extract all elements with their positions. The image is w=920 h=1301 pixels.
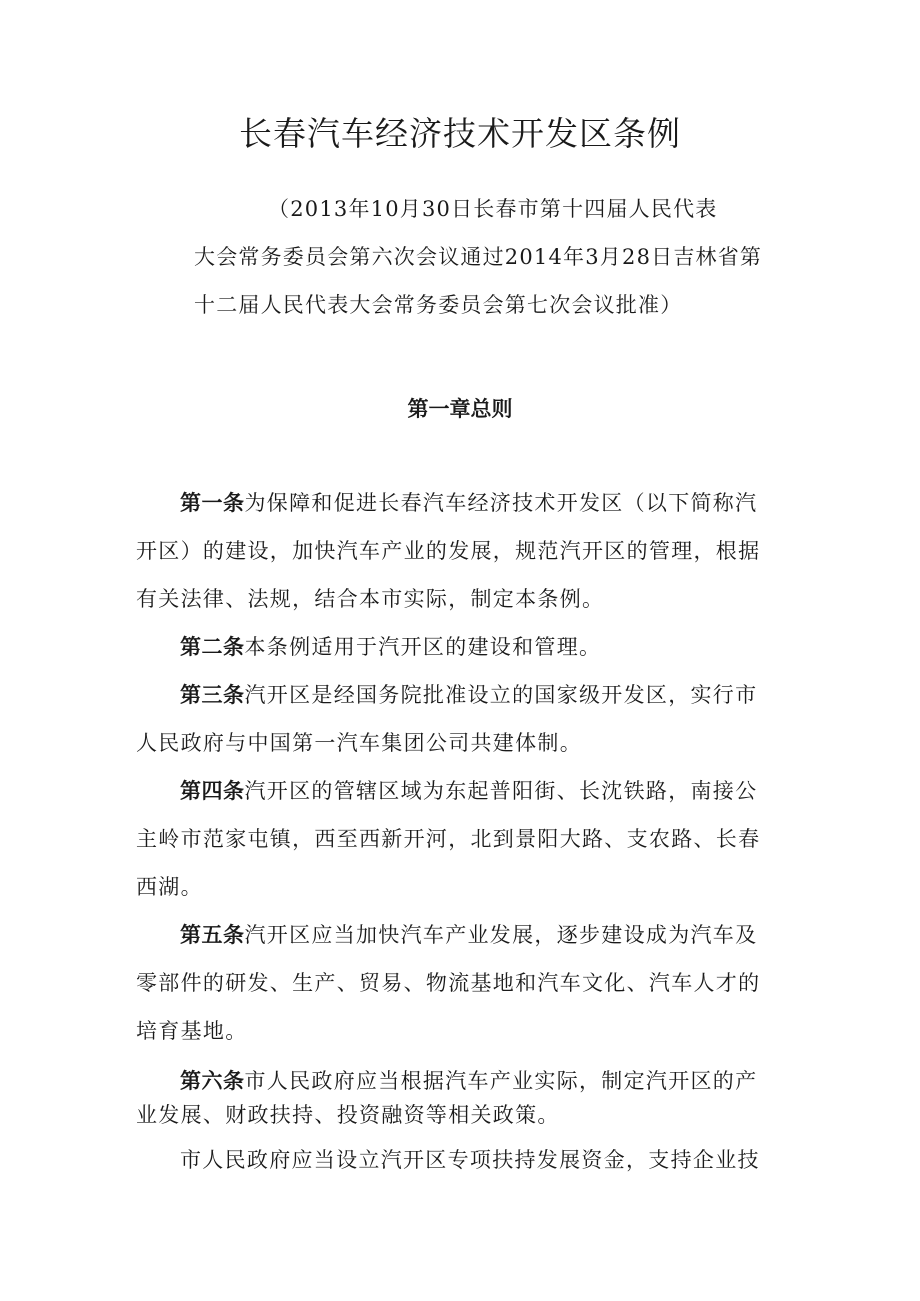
article-text: 汽开区的管辖区域为东起普阳街、长沈铁路，南接公 [244, 779, 758, 803]
article-6-line-2: 业发展、财政扶持、投资融资等相关政策。 [136, 1103, 560, 1127]
article-1-line-1 [180, 488, 835, 518]
continuation-paragraph-line-1: 市人民政府应当设立汽开区专项扶持发展资金，支持企业技 [180, 1148, 760, 1172]
article-text: 汽开区是经国务院批准设立的国家级开发区，实行市 [244, 683, 758, 707]
article-label: 第四条 [180, 779, 245, 803]
chapter-heading: 第一章总则 [407, 397, 513, 421]
article-1-line-3: 有关法律、法规，结合本市实际，制定本条例。 [136, 587, 605, 611]
adoption-note-line-3: 十二届人民代表大会常务委员会第七次会议批准） [194, 293, 683, 317]
article-4-line-2: 主岭市范家屯镇，西至西新开河，北到景阳大路、支农路、长春 [136, 827, 761, 851]
document-title: 长春汽车经济技术开发区条例 [239, 114, 681, 153]
article-5-line-1 [180, 920, 835, 950]
article-4-line-3: 西湖。 [136, 875, 203, 899]
article-6-line-1 [180, 1066, 835, 1096]
article-2-line-1 [180, 632, 835, 662]
article-5-line-3: 培育基地。 [136, 1019, 248, 1043]
article-text: 本条例适用于汽开区的建设和管理。 [244, 635, 602, 659]
article-4-line-1 [180, 776, 835, 806]
adoption-note-line-1: （2013年10月30日长春市第十四届人民代表 [268, 197, 718, 221]
article-text: 汽开区应当加快汽车产业发展，逐步建设成为汽车及 [244, 923, 758, 947]
article-label: 第三条 [180, 683, 245, 707]
article-1-line-2: 开区）的建设，加快汽车产业的发展，规范汽开区的管理，根据 [136, 539, 761, 563]
article-label: 第六条 [180, 1069, 245, 1093]
article-5-line-2: 零部件的研发、生产、贸易、物流基地和汽车文化、汽车人才的 [136, 971, 761, 995]
article-label: 第一条 [180, 491, 245, 515]
article-3-line-2: 人民政府与中国第一汽车集团公司共建体制。 [136, 731, 582, 755]
article-label: 第二条 [180, 635, 245, 659]
article-label: 第五条 [180, 923, 245, 947]
article-3-line-1 [180, 680, 835, 710]
article-text: 为保障和促进长春汽车经济技术开发区（以下简称汽 [244, 491, 758, 515]
adoption-note-line-2: 大会常务委员会第六次会议通过2014年3月28日吉林省第 [194, 245, 763, 269]
article-text: 市人民政府应当根据汽车产业实际，制定汽开区的产 [244, 1069, 758, 1093]
